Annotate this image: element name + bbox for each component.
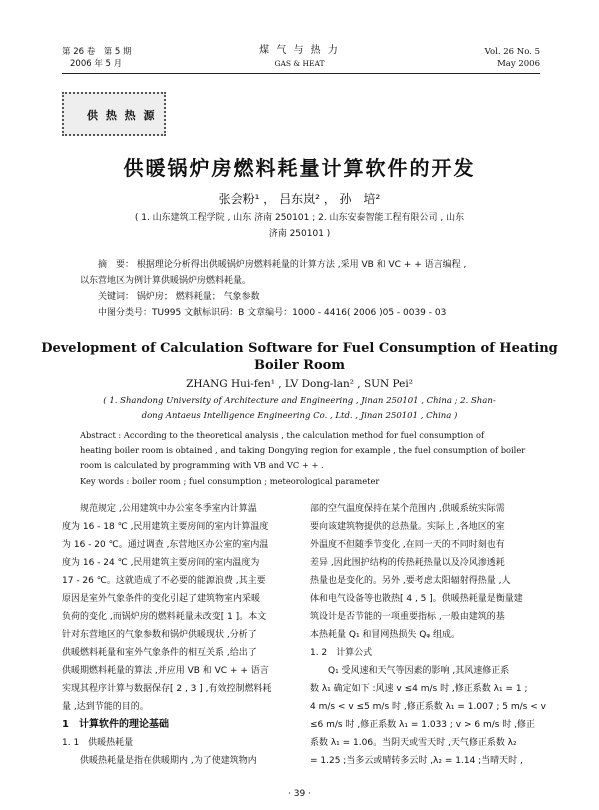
- section-heading: 1 计算软件的理论基础: [62, 719, 169, 730]
- abstract-cn-line-1: 摘 要： 根据理论分析得出供暖锅炉房燃料耗量的计算方法 ,采用 VB 和 VC + + 语言编程 ,: [98, 260, 467, 270]
- body-line: Q₁ 受风速和天气等因素的影响 ,其风速修正系: [328, 666, 510, 676]
- abstract-en-line-2: heating boiler room is obtained , and taking Dongying region for example , the fuel consumption of boiler: [80, 445, 526, 455]
- title-en-line-2: Boiler Room: [253, 358, 346, 373]
- body-line: 17 - 26 ℃。这就造成了不必要的能源浪费 ,其主要: [62, 576, 266, 586]
- volume-issue-en: Vol. 26 No. 5: [484, 47, 540, 57]
- authors-en: ZHANG Hui-fen¹ , LV Dong-lan² , SUN Pei²: [186, 378, 413, 390]
- title-cn: 供暖锅炉房燃料耗量计算软件的开发: [123, 156, 476, 180]
- page-number: · 39 ·: [288, 789, 311, 799]
- abstract-en-line-3: room is calculated by programming with VB and VC + + .: [80, 460, 324, 470]
- body-line: 部的空气温度保持在某个范围内 ,供暖系统实际需: [310, 504, 505, 514]
- body-line: 量 ,达到节能的目的。: [62, 702, 149, 712]
- body-line: 度为 16 - 18 ℃ ,民用建筑主要房间的室内计算温度: [62, 522, 269, 532]
- body-line: 数 λ₁ 确定如下 :风速 v ≤4 m/s 时 ,修正系数 λ₁ = 1 ;: [310, 684, 528, 694]
- date-cn: 2006 年 5 月: [70, 59, 123, 69]
- journal-name-en: GAS & HEAT: [274, 59, 325, 68]
- authors-cn: 张会粉¹ ， 吕东岚² ， 孙 培²: [218, 192, 381, 206]
- keywords-en: Key words : boiler room ; fuel consumption ; meteorological parameter: [80, 476, 380, 486]
- body-line: 供暖燃料耗量和室外气象条件的相互关系 ,给出了: [62, 648, 257, 658]
- body-line: 热量也是变化的。另外 ,要考虑太阳辐射得热量 ,人: [310, 576, 511, 586]
- subsection-heading: 1. 2 计算公式: [310, 648, 373, 658]
- section-stamp: [62, 92, 166, 136]
- body-line: 供暖期燃料耗量的算法 ,并应用 VB 和 VC + + 语言: [62, 666, 269, 676]
- body-line: 度为 16 - 24 ℃ ,民用建筑主要房间的室内温度为: [62, 558, 260, 568]
- body-line: 外温度不但随季节变化 ,在同一天的不同时刻也有: [310, 540, 505, 550]
- body-line: 负荷的变化 ,而锅炉房的燃料耗量未改变[ 1 ]。本文: [62, 612, 267, 622]
- body-line: 规范规定 ,公用建筑中办公室冬季室内计算温: [80, 504, 257, 514]
- classification-cn: 中图分类号：TU995 文献标识码：B 文章编号：1000 - 4416( 2006 )05 - 0039 - 03: [98, 308, 447, 318]
- section-stamp-label: 供 热 热 源: [87, 109, 157, 122]
- header-rule: [62, 73, 540, 74]
- affiliation-cn-line-2: 济南 250101 ): [268, 229, 331, 239]
- body-line: 4 m/s < v ≤5 m/s 时 ,修正系数 λ₁ = 1.007 ; 5 m/s < v: [310, 702, 546, 712]
- body-line: 差异 ,因此围护结构的传热耗热量以及冷风渗透耗: [310, 558, 505, 568]
- body-line: 本热耗量 Q₁ 和冒网热损失 Qᵩ 组成。: [310, 630, 460, 640]
- abstract-en-line-1: Abstract : According to the theoretical analysis , the calculation method for fuel consumption of: [80, 430, 485, 440]
- body-line: 实现其程序计算与数据保存[ 2 , 3 ] ,有效控制燃料耗: [62, 684, 272, 694]
- body-line: 要向该建筑物提供的总热量。实际上 ,各地区的室: [310, 522, 505, 532]
- volume-issue-cn: 第 26 卷 第 5 期: [62, 47, 132, 57]
- affiliation-en-line-2: dong Antaeus Intelligence Engineering Co. , Ltd. , Jinan 250101 , China ): [141, 411, 458, 421]
- body-line: 系数 λ₁ = 1.06。当阴天或雪天时 ,天气修正系数 λ₂: [310, 738, 517, 748]
- body-line: 为 16 - 20 ℃。通过调查 ,东营地区办公室的室内温: [62, 540, 269, 550]
- journal-name-cn: 煤 气 与 热 力: [259, 45, 340, 56]
- right-column: [310, 500, 546, 770]
- body-line: = 1.25 ;当多云或晴转多云时 ,λ₂ = 1.14 ;当晴天时 ,: [310, 756, 523, 766]
- body-line: 体和电气设备等也散热[ 4 , 5 ]。供暖热耗量是衡量建: [310, 594, 523, 604]
- body-line: 筑设计是否节能的一项重要指标 ,一般由建筑的基: [310, 612, 505, 622]
- body-line: 原因是室外气象条件的变化引起了建筑物室内采暖: [62, 594, 261, 604]
- keywords-cn: 关键词： 锅炉房； 燃料耗量； 气象参数: [98, 292, 260, 302]
- left-column: [62, 500, 298, 770]
- date-en: May 2006: [497, 59, 540, 69]
- affiliation-cn-line-1: ( 1. 山东建筑工程学院 , 山东 济南 250101 ; 2. 山东安泰智能工程有限公司 , 山东: [134, 213, 465, 223]
- body-line: ≤6 m/s 时 ,修正系数 λ₁ = 1.033 ; v > 6 m/s 时 ,修正: [310, 720, 536, 730]
- affiliation-en-line-1: ( 1. Shandong University of Architecture and Engineering , Jinan 250101 , China ; 2. Shan-: [103, 396, 496, 406]
- subsection-heading: 1. 1 供暖热耗量: [62, 738, 134, 748]
- title-en-line-1: Development of Calculation Software for Fuel Consumption of Heating: [41, 341, 558, 356]
- body-line: 针对东营地区的气象参数和锅炉供暖现状 ,分析了: [62, 630, 257, 640]
- abstract-cn-line-2: 以东营地区为例计算供暖锅炉房燃料耗量。: [80, 276, 252, 286]
- body-line: 供暖热耗量是指在供暖期内 ,为了使建筑物内: [80, 756, 257, 766]
